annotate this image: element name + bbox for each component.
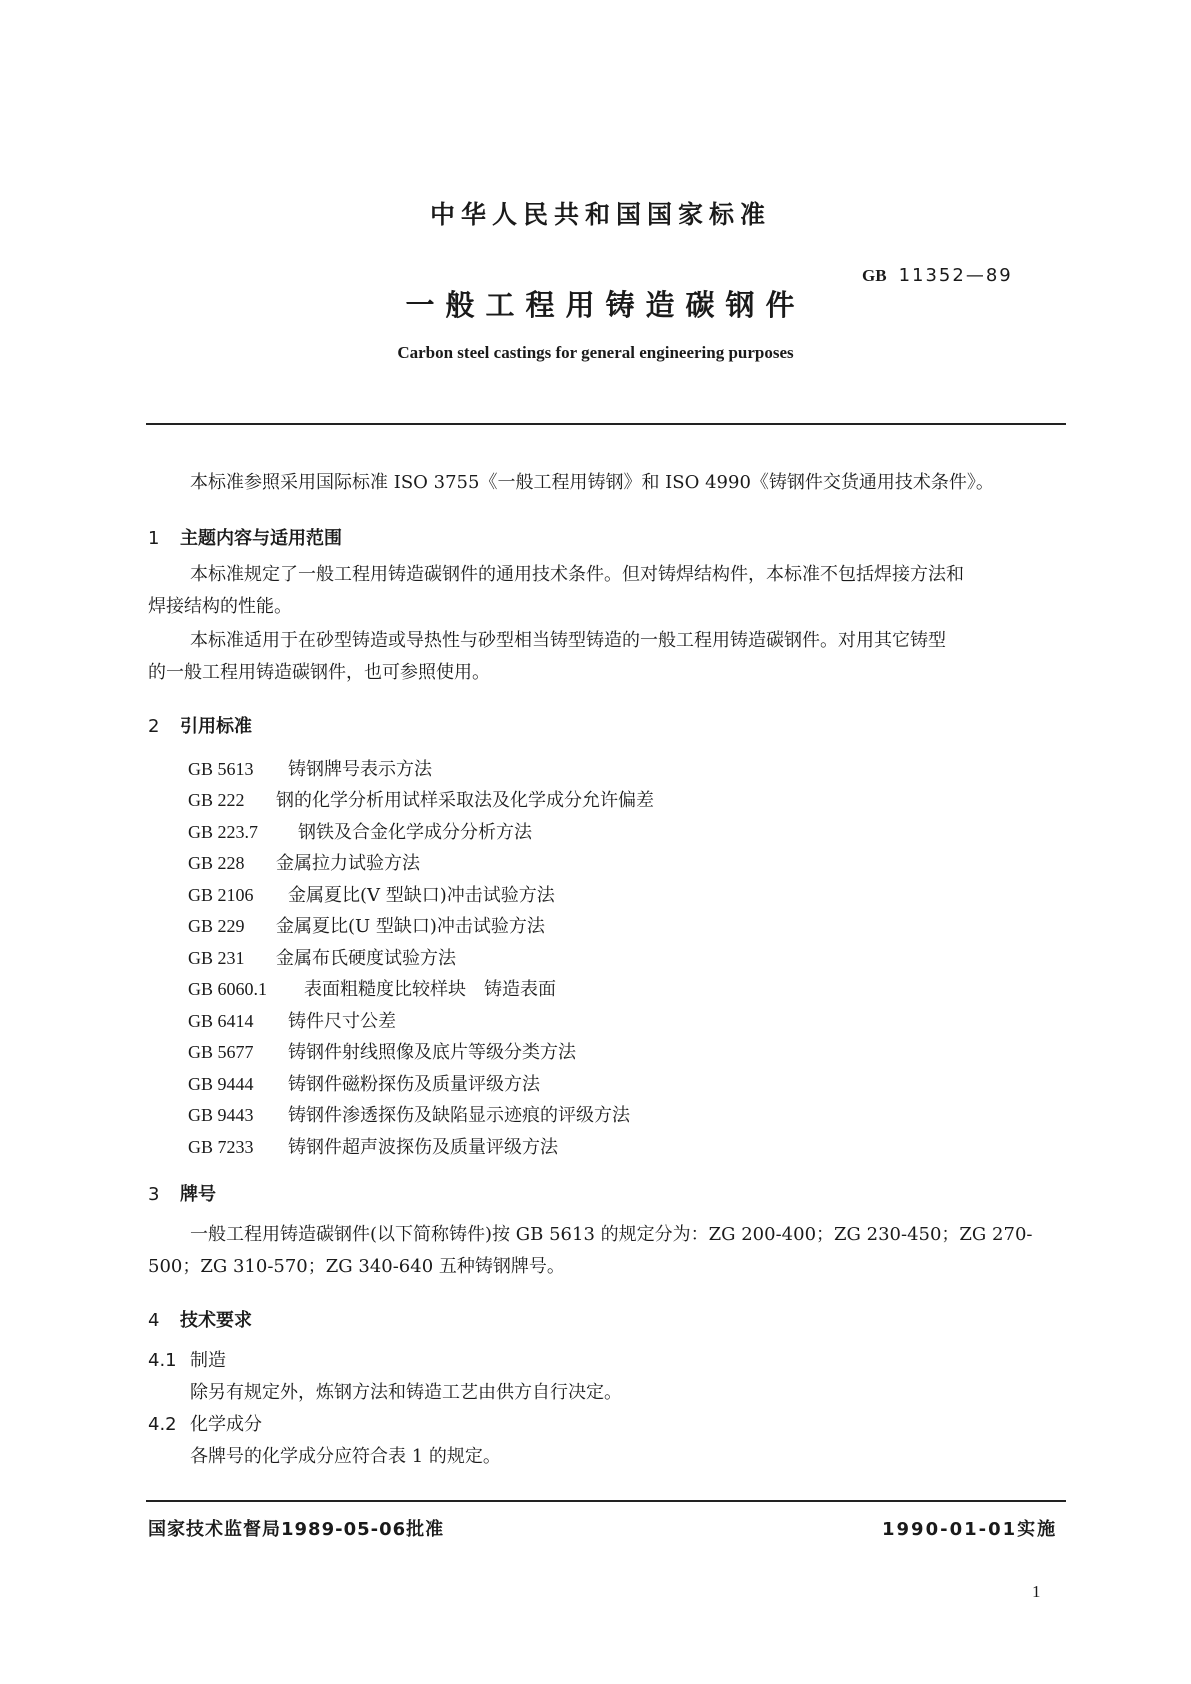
- reference-code: GB 5613: [188, 759, 254, 779]
- header-divider: [146, 423, 1066, 425]
- reference-item: [188, 944, 456, 970]
- reference-title: 金属拉力试验方法: [276, 853, 420, 874]
- section-1-para-1-line-1: 本标准规定了一般工程用铸造碳钢件的通用技术条件。但对铸焊结构件，本标准不包括焊接方法和: [190, 564, 964, 585]
- subsection-4-2-text: 各牌号的化学成分应符合表 1 的规定。: [190, 1446, 501, 1467]
- reference-code: GB 222: [188, 790, 245, 810]
- section-3-para-line-2: 500；ZG 310-570；ZG 340-640 五种铸钢牌号。: [148, 1256, 565, 1277]
- section-1-para-1-line-2: 焊接结构的性能。: [148, 596, 292, 617]
- section-number: 3: [148, 1184, 160, 1205]
- reference-item: [188, 1070, 540, 1096]
- reference-code: GB 5677: [188, 1042, 254, 1062]
- reference-item: [188, 975, 556, 1001]
- reference-title: 铸件尺寸公差: [288, 1011, 396, 1032]
- reference-code: GB 2106: [188, 885, 254, 905]
- reference-item: [188, 849, 420, 875]
- reference-code: GB 7233: [188, 1137, 254, 1157]
- reference-title: 金属布氏硬度试验方法: [276, 948, 456, 969]
- reference-code: GB 9443: [188, 1105, 254, 1125]
- reference-code: GB 228: [188, 853, 245, 873]
- reference-title: 金属夏比(U 型缺口)冲击试验方法: [276, 916, 545, 937]
- section-4-heading: [148, 1306, 252, 1332]
- intro-paragraph: 本标准参照采用国际标准 ISO 3755《一般工程用铸钢》和 ISO 4990《铸钢件交货通用技术条件》。: [190, 472, 994, 493]
- standard-number-value: 11352—89: [898, 265, 1013, 286]
- section-title: 引用标准: [180, 716, 252, 737]
- section-3-heading: [148, 1180, 216, 1206]
- reference-code: GB 229: [188, 916, 245, 936]
- reference-item: [188, 1133, 558, 1159]
- reference-item: [188, 881, 555, 907]
- reference-item: [188, 755, 432, 781]
- effective-date: 1990-01-01实施: [882, 1519, 1058, 1540]
- reference-code: GB 231: [188, 948, 245, 968]
- subsection-number: 4.1: [148, 1350, 177, 1371]
- section-1-para-2-line-1: 本标准适用于在砂型铸造或导热性与砂型相当铸型铸造的一般工程用铸造碳钢件。对用其它铸型: [190, 630, 946, 651]
- section-3-para-line-1: 一般工程用铸造碳钢件(以下简称铸件)按 GB 5613 的规定分为：ZG 200-400；ZG 230-450；ZG 270-: [190, 1224, 1033, 1245]
- subsection-title: 制造: [190, 1350, 226, 1371]
- subsection-4-1-text: 除另有规定外，炼钢方法和铸造工艺由供方自行决定。: [190, 1382, 622, 1403]
- subsection-4-1-heading: [148, 1352, 226, 1370]
- page-number: 1: [1032, 1582, 1041, 1601]
- reference-item: [188, 818, 532, 844]
- reference-item: [188, 786, 654, 812]
- reference-title: 铸钢件超声波探伤及质量评级方法: [288, 1137, 558, 1158]
- reference-title: 钢的化学分析用试样采取法及化学成分允许偏差: [276, 790, 654, 811]
- reference-title: 钢铁及合金化学成分分析方法: [298, 822, 532, 843]
- section-number: 4: [148, 1310, 160, 1331]
- reference-code: GB 6060.1: [188, 979, 268, 999]
- reference-item: [188, 1007, 396, 1033]
- org-title: 中华人民共和国国家标准: [429, 200, 771, 229]
- reference-title: 表面粗糙度比较样块 铸造表面: [304, 979, 556, 1000]
- subsection-number: 4.2: [148, 1414, 177, 1435]
- approval-info: 国家技术监督局1989-05-06批准: [148, 1519, 445, 1540]
- document-title: 一般工程用铸造碳钢件: [405, 288, 806, 322]
- section-number: 2: [148, 716, 160, 737]
- subsection-title: 化学成分: [190, 1414, 262, 1435]
- section-number: 1: [148, 528, 160, 549]
- reference-code: GB 6414: [188, 1011, 254, 1031]
- reference-item: [188, 1101, 630, 1127]
- english-title: Carbon steel castings for general engineering purposes: [397, 343, 794, 362]
- reference-title: 铸钢牌号表示方法: [288, 759, 432, 780]
- standard-prefix: GB: [862, 266, 887, 285]
- section-title: 技术要求: [180, 1310, 252, 1331]
- reference-title: 金属夏比(V 型缺口)冲击试验方法: [288, 885, 555, 906]
- reference-code: GB 9444: [188, 1074, 254, 1094]
- subsection-4-2-heading: [148, 1416, 262, 1434]
- section-2-heading: [148, 712, 252, 738]
- section-1-para-2-line-2: 的一般工程用铸造碳钢件，也可参照使用。: [148, 662, 490, 683]
- section-title: 牌号: [180, 1184, 216, 1205]
- reference-title: 铸钢件射线照像及底片等级分类方法: [288, 1042, 576, 1063]
- section-1-heading: [148, 524, 342, 550]
- reference-title: 铸钢件磁粉探伤及质量评级方法: [288, 1074, 540, 1095]
- section-title: 主题内容与适用范围: [180, 528, 342, 549]
- reference-item: [188, 912, 545, 938]
- reference-title: 铸钢件渗透探伤及缺陷显示迹痕的评级方法: [288, 1105, 630, 1126]
- reference-item: [188, 1038, 576, 1064]
- reference-code: GB 223.7: [188, 822, 259, 842]
- footer-divider: [146, 1500, 1066, 1502]
